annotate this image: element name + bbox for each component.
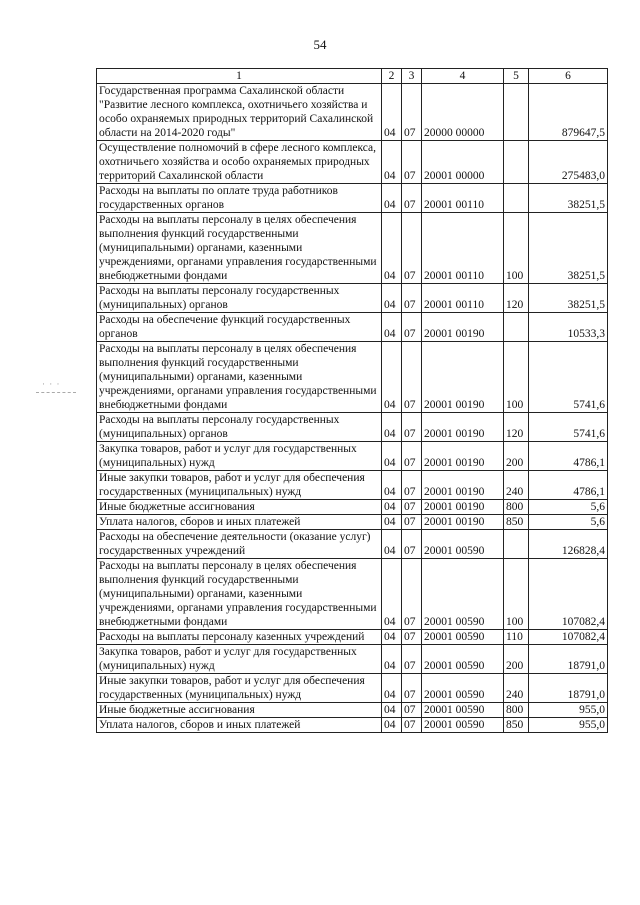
row-target-article-cell: 20001 00590 <box>422 530 504 559</box>
table-row <box>97 141 608 184</box>
row-expense-type-cell: 850 <box>504 718 529 733</box>
row-target-article-cell: 20001 00110 <box>422 213 504 284</box>
row-section-cell: 04 <box>382 559 402 630</box>
row-expense-type-cell: 200 <box>504 645 529 674</box>
row-target-article-cell: 20001 00590 <box>422 718 504 733</box>
row-subsection-cell: 07 <box>402 645 422 674</box>
row-expense-type-cell: 100 <box>504 559 529 630</box>
row-expense-type-cell <box>504 184 529 213</box>
row-target-article-cell: 20001 00590 <box>422 630 504 645</box>
header-col-1: 1 <box>97 69 382 84</box>
header-row <box>97 69 608 84</box>
row-name-cell: Расходы на выплаты по оплате труда работников государственных органов <box>97 184 382 213</box>
table-header <box>97 69 608 84</box>
row-subsection-cell: 07 <box>402 413 422 442</box>
table-body <box>97 84 608 733</box>
row-expense-type-cell: 100 <box>504 342 529 413</box>
row-amount-cell: 18791,0 <box>529 645 608 674</box>
row-subsection-cell: 07 <box>402 559 422 630</box>
row-amount-cell: 5,6 <box>529 515 608 530</box>
row-expense-type-cell: 100 <box>504 213 529 284</box>
row-subsection-cell: 07 <box>402 718 422 733</box>
row-section-cell: 04 <box>382 530 402 559</box>
row-amount-cell: 38251,5 <box>529 184 608 213</box>
row-expense-type-cell: 120 <box>504 284 529 313</box>
table-row <box>97 442 608 471</box>
header-col-6: 6 <box>529 69 608 84</box>
row-name-cell: Государственная программа Сахалинской области "Развитие лесного комплекса, охотничьего хозяйства и особо охраняемых природных территорий Сахалинской области на 2014-2020 годы" <box>97 84 382 141</box>
row-target-article-cell: 20001 00110 <box>422 184 504 213</box>
row-expense-type-cell <box>504 141 529 184</box>
table-row <box>97 184 608 213</box>
row-subsection-cell: 07 <box>402 442 422 471</box>
row-section-cell: 04 <box>382 674 402 703</box>
header-col-2: 2 <box>382 69 402 84</box>
row-subsection-cell: 07 <box>402 703 422 718</box>
row-section-cell: 04 <box>382 442 402 471</box>
table-row <box>97 718 608 733</box>
row-subsection-cell: 07 <box>402 630 422 645</box>
row-target-article-cell: 20001 00590 <box>422 674 504 703</box>
row-name-cell: Закупка товаров, работ и услуг для государственных (муниципальных) нужд <box>97 645 382 674</box>
row-name-cell: Иные бюджетные ассигнования <box>97 500 382 515</box>
row-subsection-cell: 07 <box>402 471 422 500</box>
row-target-article-cell: 20001 00190 <box>422 500 504 515</box>
budget-table <box>96 68 608 733</box>
row-expense-type-cell: 240 <box>504 674 529 703</box>
row-target-article-cell: 20001 00110 <box>422 284 504 313</box>
row-amount-cell: 18791,0 <box>529 674 608 703</box>
row-target-article-cell: 20001 00190 <box>422 471 504 500</box>
row-section-cell: 04 <box>382 500 402 515</box>
row-amount-cell: 955,0 <box>529 703 608 718</box>
row-name-cell: Расходы на обеспечение функций государственных органов <box>97 313 382 342</box>
margin-scan-mark: · · · <box>42 379 61 389</box>
table-row <box>97 530 608 559</box>
row-amount-cell: 126828,4 <box>529 530 608 559</box>
row-expense-type-cell <box>504 530 529 559</box>
row-name-cell: Расходы на выплаты персоналу государственных (муниципальных) органов <box>97 413 382 442</box>
row-amount-cell: 10533,3 <box>529 313 608 342</box>
table-row <box>97 703 608 718</box>
row-expense-type-cell: 110 <box>504 630 529 645</box>
row-target-article-cell: 20000 00000 <box>422 84 504 141</box>
row-amount-cell: 955,0 <box>529 718 608 733</box>
row-subsection-cell: 07 <box>402 530 422 559</box>
row-name-cell: Расходы на обеспечение деятельности (оказание услуг) государственных учреждений <box>97 530 382 559</box>
row-amount-cell: 107082,4 <box>529 630 608 645</box>
row-expense-type-cell: 200 <box>504 442 529 471</box>
row-amount-cell: 38251,5 <box>529 213 608 284</box>
table-row <box>97 413 608 442</box>
row-amount-cell: 107082,4 <box>529 559 608 630</box>
row-subsection-cell: 07 <box>402 141 422 184</box>
row-section-cell: 04 <box>382 515 402 530</box>
table-row <box>97 213 608 284</box>
row-target-article-cell: 20001 00590 <box>422 559 504 630</box>
row-subsection-cell: 07 <box>402 515 422 530</box>
row-target-article-cell: 20001 00590 <box>422 645 504 674</box>
row-name-cell: Расходы на выплаты персоналу в целях обеспечения выполнения функций государственными (муниципальными) органами, казенными учреждениями, органами управления государственными внебюджетными фондами <box>97 559 382 630</box>
row-amount-cell: 275483,0 <box>529 141 608 184</box>
row-name-cell: Уплата налогов, сборов и иных платежей <box>97 515 382 530</box>
row-expense-type-cell <box>504 84 529 141</box>
row-section-cell: 04 <box>382 313 402 342</box>
row-section-cell: 04 <box>382 413 402 442</box>
header-col-5: 5 <box>504 69 529 84</box>
row-expense-type-cell: 240 <box>504 471 529 500</box>
row-section-cell: 04 <box>382 342 402 413</box>
header-col-4: 4 <box>422 69 504 84</box>
row-target-article-cell: 20001 00000 <box>422 141 504 184</box>
table-row <box>97 645 608 674</box>
row-target-article-cell: 20001 00590 <box>422 703 504 718</box>
row-expense-type-cell: 800 <box>504 500 529 515</box>
row-amount-cell: 4786,1 <box>529 442 608 471</box>
row-amount-cell: 5741,6 <box>529 413 608 442</box>
table-row <box>97 471 608 500</box>
row-subsection-cell: 07 <box>402 213 422 284</box>
row-subsection-cell: 07 <box>402 500 422 515</box>
row-amount-cell: 4786,1 <box>529 471 608 500</box>
table-row <box>97 559 608 630</box>
row-name-cell: Закупка товаров, работ и услуг для государственных (муниципальных) нужд <box>97 442 382 471</box>
row-expense-type-cell: 800 <box>504 703 529 718</box>
row-name-cell: Расходы на выплаты персоналу в целях обеспечения выполнения функций государственными (муниципальными) органами, казенными учреждениями, органами управления государственными внебюджетными фондами <box>97 213 382 284</box>
row-name-cell: Расходы на выплаты персоналу государственных (муниципальных) органов <box>97 284 382 313</box>
table-row <box>97 674 608 703</box>
row-section-cell: 04 <box>382 141 402 184</box>
page-number: 54 <box>313 37 327 52</box>
row-target-article-cell: 20001 00190 <box>422 515 504 530</box>
row-name-cell: Расходы на выплаты персоналу казенных учреждений <box>97 630 382 645</box>
row-section-cell: 04 <box>382 213 402 284</box>
row-section-cell: 04 <box>382 84 402 141</box>
row-name-cell: Уплата налогов, сборов и иных платежей <box>97 718 382 733</box>
row-subsection-cell: 07 <box>402 674 422 703</box>
row-target-article-cell: 20001 00190 <box>422 413 504 442</box>
row-name-cell: Иные закупки товаров, работ и услуг для обеспечения государственных (муниципальных) нужд <box>97 471 382 500</box>
table-row <box>97 84 608 141</box>
row-subsection-cell: 07 <box>402 84 422 141</box>
row-section-cell: 04 <box>382 718 402 733</box>
row-target-article-cell: 20001 00190 <box>422 313 504 342</box>
row-amount-cell: 38251,5 <box>529 284 608 313</box>
table-row <box>97 630 608 645</box>
row-name-cell: Расходы на выплаты персоналу в целях обеспечения выполнения функций государственными (муниципальными) органами, казенными учреждениями, органами управления государственными внебюджетными фондами <box>97 342 382 413</box>
table-row <box>97 500 608 515</box>
row-amount-cell: 879647,5 <box>529 84 608 141</box>
table-row <box>97 515 608 530</box>
row-section-cell: 04 <box>382 284 402 313</box>
row-target-article-cell: 20001 00190 <box>422 342 504 413</box>
table-row <box>97 313 608 342</box>
row-name-cell: Иные закупки товаров, работ и услуг для обеспечения государственных (муниципальных) нужд <box>97 674 382 703</box>
row-subsection-cell: 07 <box>402 184 422 213</box>
row-target-article-cell: 20001 00190 <box>422 442 504 471</box>
row-section-cell: 04 <box>382 703 402 718</box>
row-subsection-cell: 07 <box>402 313 422 342</box>
table-row <box>97 342 608 413</box>
row-name-cell: Осуществление полномочий в сфере лесного комплекса, охотничьего хозяйства и особо охраняемых природных территорий Сахалинской области <box>97 141 382 184</box>
row-amount-cell: 5,6 <box>529 500 608 515</box>
row-expense-type-cell: 120 <box>504 413 529 442</box>
row-section-cell: 04 <box>382 645 402 674</box>
row-amount-cell: 5741,6 <box>529 342 608 413</box>
table-row <box>97 284 608 313</box>
row-subsection-cell: 07 <box>402 284 422 313</box>
row-section-cell: 04 <box>382 630 402 645</box>
row-section-cell: 04 <box>382 184 402 213</box>
header-col-3: 3 <box>402 69 422 84</box>
row-expense-type-cell <box>504 313 529 342</box>
row-name-cell: Иные бюджетные ассигнования <box>97 703 382 718</box>
row-section-cell: 04 <box>382 471 402 500</box>
row-subsection-cell: 07 <box>402 342 422 413</box>
row-expense-type-cell: 850 <box>504 515 529 530</box>
margin-scan-line <box>36 392 76 393</box>
